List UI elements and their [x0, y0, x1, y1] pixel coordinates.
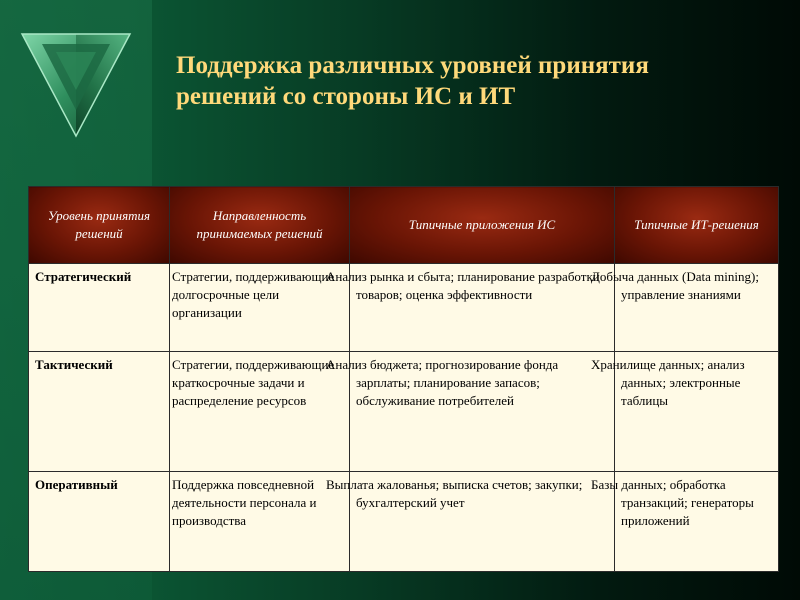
cell-applications: Анализ рынка и сбыта; планирование разработки товаров; оценка эффективности — [350, 264, 615, 352]
cell-level: Оперативный — [29, 472, 170, 572]
slide-title — [176, 50, 776, 112]
slide-title-line-2: решений со стороны ИС и ИТ — [176, 83, 516, 110]
cell-focus-text: Стратегии, поддерживающие краткосрочные задачи и распределение ресурсов — [172, 357, 335, 408]
header-is-applications: Типичные приложения ИС — [350, 187, 615, 264]
header-decision-focus: Направленность принимаемых решений — [170, 187, 350, 264]
cell-focus — [170, 264, 350, 352]
cell-focus-text: Стратегии, поддерживающие долгосрочные цели организации — [172, 269, 335, 320]
slide-title-line-1: Поддержка различных уровней принятия — [176, 52, 649, 79]
cell-level: Тактический — [29, 352, 170, 472]
cell-focus-text: Поддержка повседневной деятельности персонала и производства — [172, 477, 317, 528]
cell-it-solutions: Базы данных; обработка транзакций; генераторы приложений — [615, 472, 779, 572]
header-it-solutions: Типичные ИТ-решения — [615, 187, 779, 264]
green-triangle-logo-icon — [20, 30, 132, 140]
decision-levels-table — [28, 186, 779, 572]
table-header-row — [29, 187, 779, 264]
cell-it-solutions: Добыча данных (Data mining); управление знаниями — [615, 264, 779, 352]
table-row — [29, 264, 779, 352]
cell-level: Стратегический — [29, 264, 170, 352]
header-decision-level: Уровень принятия решений — [29, 187, 170, 264]
cell-focus — [170, 352, 350, 472]
table-row — [29, 472, 779, 572]
cell-it-solutions: Хранилище данных; анализ данных; электронные таблицы — [615, 352, 779, 472]
cell-focus — [170, 472, 350, 572]
cell-applications: Анализ бюджета; прогнозирование фонда зарплаты; планирование запасов; обслуживание потребителей — [350, 352, 615, 472]
table-row — [29, 352, 779, 472]
cell-applications: Выплата жалованья; выписка счетов; закупки; бухгалтерский учет — [350, 472, 615, 572]
